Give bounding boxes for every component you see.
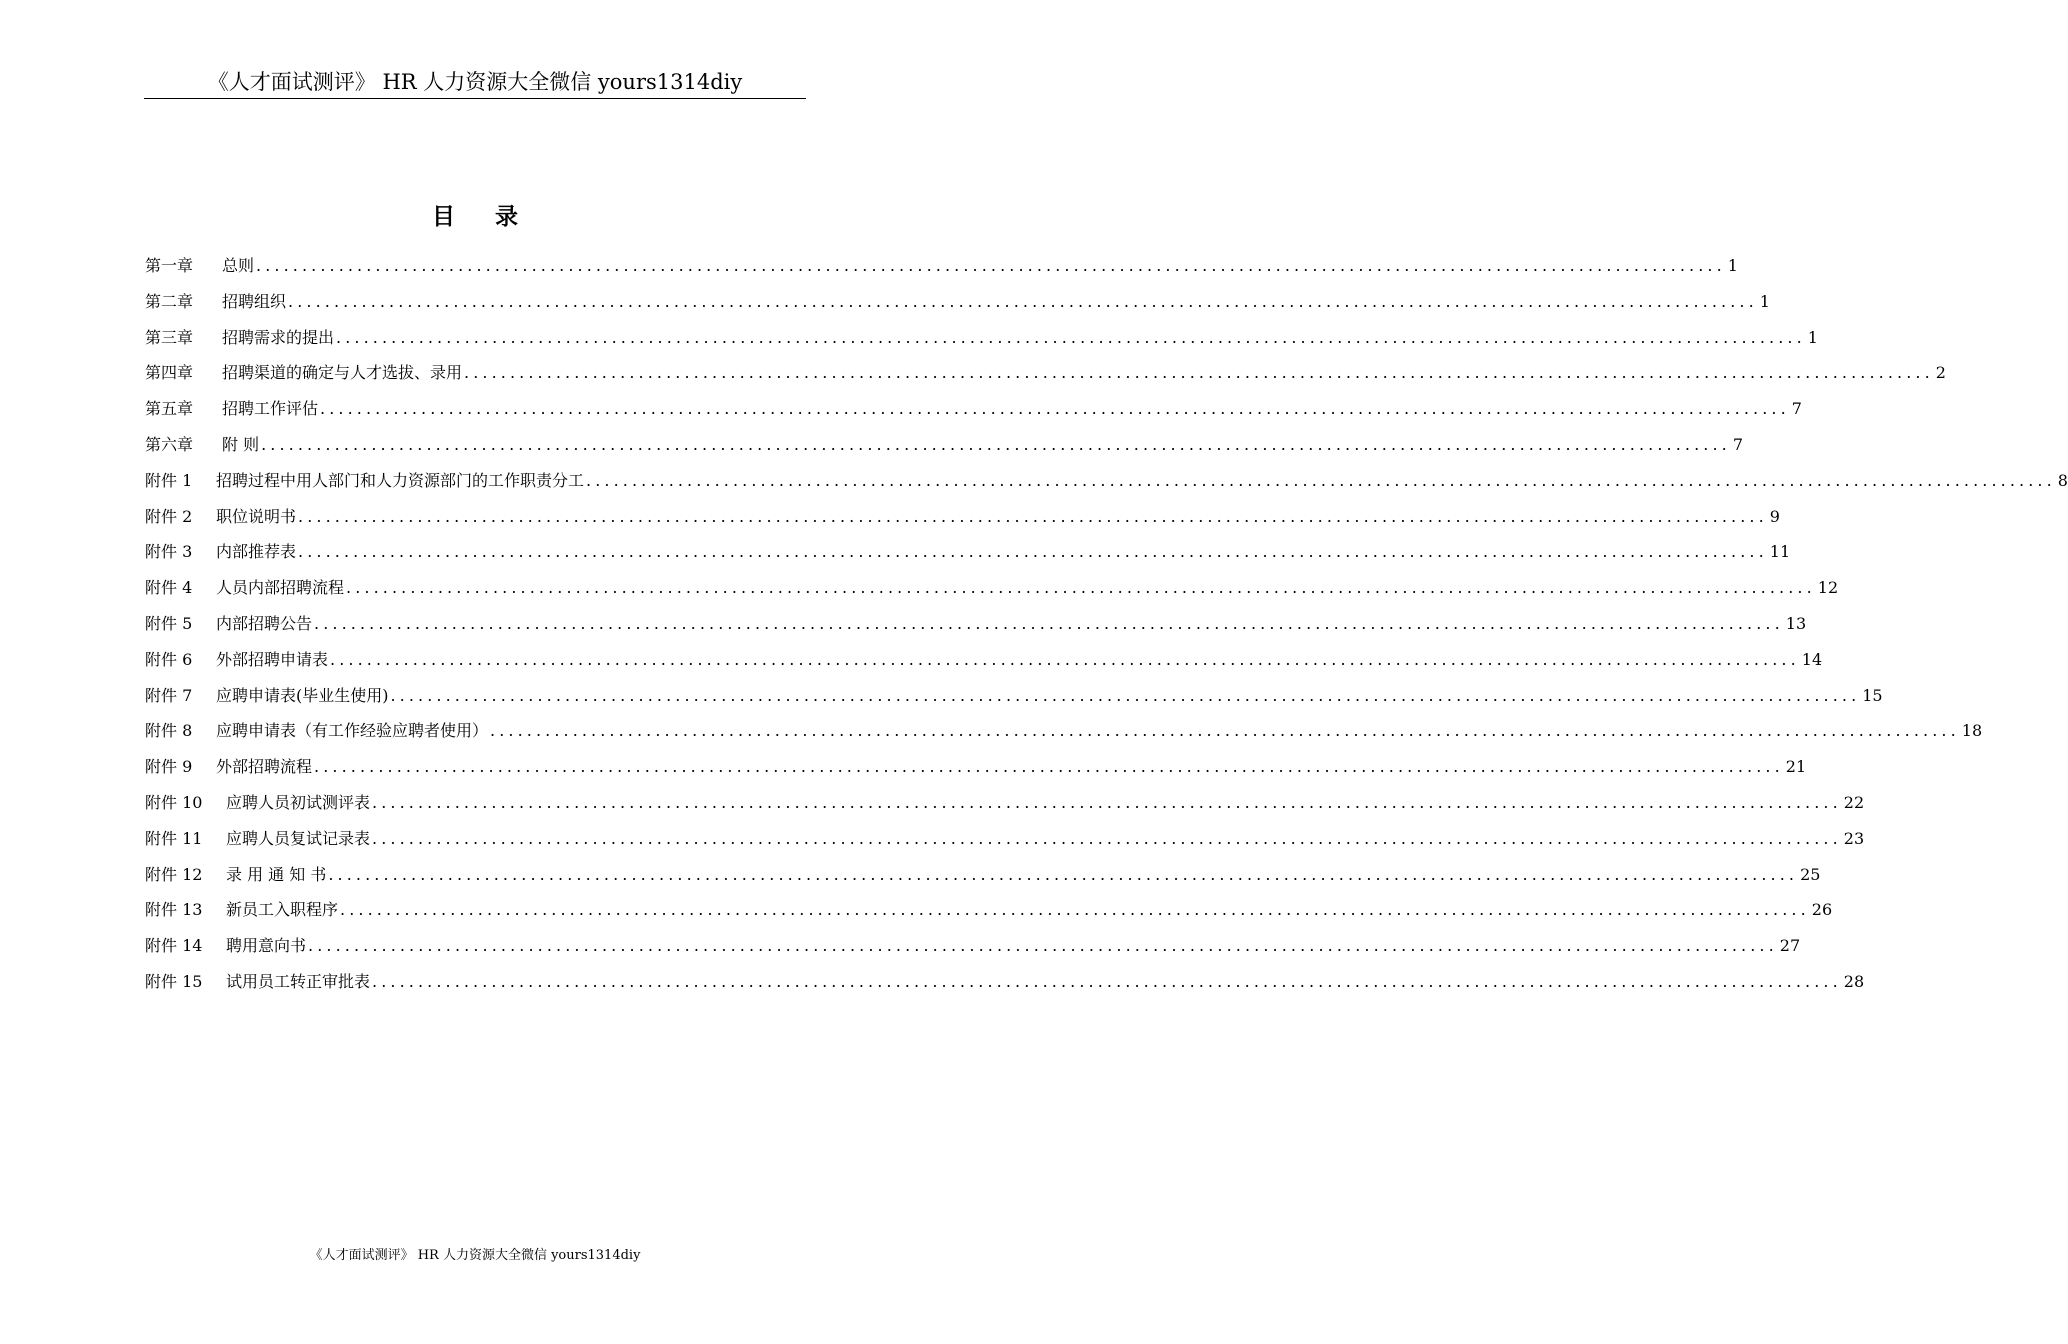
toc-entry[interactable] [145,719,1983,755]
toc-entry-number: 附件 1 [145,470,193,490]
toc-entry-title: 人员内部招聘流程 [216,578,345,598]
toc-entry-title: 招聘渠道的确定与人才选拔、录用 [222,363,463,383]
toc-leader-dots: ................................................................................................................................................................ [328,864,1799,884]
toc-entry-page-number: 1 [1759,291,1770,311]
toc-entry-label [145,719,488,743]
toc-entry-title: 内部招聘公告 [216,613,313,633]
toc-entry-page-number: 9 [1769,506,1780,526]
toc-entry-page-number: 22 [1843,792,1865,812]
toc-entry-number: 附件 9 [145,757,193,777]
toc-leader-dots: ................................................................................................................................................................ [314,757,1784,777]
toc-entry-label [145,397,318,421]
toc-entry-number: 第六章 [145,434,194,454]
toc-entry-page-number: 2 [1935,363,1946,383]
toc-entry-label [145,326,334,350]
toc-entry-number: 第一章 [145,256,194,275]
toc-entry-number: 第五章 [145,399,194,419]
toc-entry-label [145,827,370,851]
toc-entry-title: 附 则 [222,434,260,454]
toc-entry-title: 应聘申请表（有工作经验应聘者使用） [216,721,489,741]
toc-entry-page-number: 23 [1843,828,1865,848]
toc-leader-dots: ................................................................................................................................................................ [256,256,1726,275]
toc-entry-title: 应聘人员复试记录表 [226,828,371,848]
toc-entry-label [145,612,312,636]
table-of-contents [145,254,2068,1006]
toc-entry-number: 附件 8 [145,721,193,741]
toc-entry[interactable] [145,505,1780,541]
toc-entry-label [145,254,254,278]
toc-entry-number: 附件 6 [145,649,193,669]
toc-entry-label [145,791,370,815]
toc-entry[interactable] [145,648,1823,684]
toc-entry[interactable] [145,755,1807,791]
toc-entry-page-number: 14 [1801,649,1823,669]
toc-leader-dots: ................................................................................................................................................................ [261,434,1731,454]
toc-entry[interactable] [145,970,1865,1006]
toc-entry-title: 试用员工转正审批表 [226,971,371,991]
toc-leader-dots: ................................................................................................................................................................ [464,363,1934,383]
toc-entry[interactable] [145,397,1802,433]
toc-entry[interactable] [145,863,1821,899]
toc-entry-page-number: 7 [1791,399,1802,419]
toc-entry-title: 招聘过程中用人部门和人力资源部门的工作职责分工 [216,470,585,490]
header-divider [144,98,806,99]
toc-entry-number: 第二章 [145,291,194,311]
toc-entry-title: 总则 [222,256,255,275]
toc-entry-title: 新员工入职程序 [226,900,339,920]
toc-entry-title: 招聘工作评估 [222,399,319,419]
toc-entry[interactable] [145,612,1807,648]
toc-entry-number: 附件 11 [145,828,203,848]
toc-entry-number: 附件 2 [145,506,193,526]
toc-entry[interactable] [145,540,1791,576]
toc-entry-number: 第四章 [145,363,194,383]
toc-leader-dots: ................................................................................................................................................................ [372,792,1842,812]
page-header: 《人才面试测评》 HR 人力资源大全微信 yours1314diy [207,70,743,94]
toc-leader-dots: ................................................................................................................................................................ [372,828,1842,848]
toc-leader-dots: ................................................................................................................................................................ [298,506,1768,526]
toc-entry-page-number: 1 [1807,327,1818,347]
toc-entry-label [145,540,296,564]
toc-entry[interactable] [145,361,1946,397]
toc-entry-label [145,290,286,314]
toc-leader-dots: ................................................................................................................................................................ [330,649,1800,669]
toc-entry-label [145,433,259,457]
toc-entry-page-number: 11 [1769,542,1791,562]
toc-entry[interactable] [145,576,1839,612]
toc-leader-dots: ................................................................................................................................................................ [586,470,2056,490]
toc-entry-page-number: 8 [2057,470,2068,490]
toc-entry-label [145,576,344,600]
toc-entry-label [145,755,312,779]
toc-entry-title: 外部招聘流程 [216,757,313,777]
toc-entry-number: 第三章 [145,327,194,347]
toc-title: 目录 [432,204,558,230]
toc-entry-number: 附件 14 [145,936,203,956]
toc-entry-page-number: 13 [1785,613,1807,633]
toc-entry-page-number: 28 [1843,971,1865,991]
toc-entry-label [145,469,584,493]
toc-entry-title: 外部招聘申请表 [216,649,329,669]
toc-leader-dots: ................................................................................................................................................................ [288,291,1758,311]
toc-leader-dots: ................................................................................................................................................................ [490,721,1960,741]
toc-entry-page-number: 26 [1811,900,1833,920]
toc-entry-label [145,898,338,922]
toc-leader-dots: ................................................................................................................................................................ [308,936,1778,956]
toc-entry-label [145,684,389,708]
toc-leader-dots: ................................................................................................................................................................ [298,542,1768,562]
toc-leader-dots: ................................................................................................................................................................ [336,327,1806,347]
toc-leader-dots: ................................................................................................................................................................ [320,399,1790,419]
toc-entry-title: 录 用 通 知 书 [226,864,327,884]
toc-entry[interactable] [145,254,1738,290]
toc-entry-title: 内部推荐表 [216,542,297,562]
toc-entry-title: 职位说明书 [216,506,297,526]
toc-entry[interactable] [145,290,1770,326]
toc-entry-number: 附件 12 [145,864,203,884]
toc-entry[interactable] [145,791,1865,827]
toc-entry-page-number: 15 [1862,685,1883,705]
toc-entry-label [145,505,296,529]
toc-leader-dots: ................................................................................................................................................................ [372,971,1842,991]
toc-entry-page-number: 7 [1732,434,1744,454]
toc-entry[interactable] [145,684,1883,720]
toc-entry-page-number: 18 [1961,721,1983,741]
toc-entry-page-number: 21 [1785,757,1807,777]
toc-entry-label [145,361,462,385]
toc-entry-label [145,934,306,958]
toc-entry-title: 招聘组织 [222,291,287,311]
toc-entry-number: 附件 10 [145,792,203,812]
toc-entry[interactable] [145,433,1744,469]
toc-entry[interactable] [145,827,1865,863]
toc-entry-label [145,970,370,994]
toc-leader-dots: ................................................................................................................................................................ [346,578,1816,598]
toc-entry-number: 附件 7 [145,685,193,705]
toc-entry-page-number: 12 [1817,578,1839,598]
toc-leader-dots: ................................................................................................................................................................ [340,900,1810,920]
toc-entry-number: 附件 13 [145,900,203,920]
toc-entry-title: 应聘申请表(毕业生使用) [216,685,389,705]
toc-leader-dots: ................................................................................................................................................................ [314,613,1784,633]
toc-entry[interactable] [145,326,1818,362]
toc-entry-label [145,648,328,672]
toc-entry-number: 附件 3 [145,542,193,562]
toc-entry-title: 聘用意向书 [226,936,307,956]
toc-entry-label [145,863,326,887]
toc-leader-dots: ................................................................................................................................................................ [390,685,1861,705]
toc-entry-number: 附件 4 [145,578,193,598]
toc-entry-page-number: 1 [1727,256,1738,275]
toc-entry-page-number: 27 [1779,936,1801,956]
toc-entry[interactable] [145,469,2068,505]
toc-entry[interactable] [145,898,1833,934]
toc-entry-number: 附件 5 [145,613,193,633]
toc-entry[interactable] [145,934,1801,970]
toc-entry-title: 应聘人员初试测评表 [226,792,371,812]
toc-entry-page-number: 25 [1800,864,1821,884]
page-footer: 《人才面试测评》 HR 人力资源大全微信 yours1314diy [309,1248,641,1263]
toc-entry-number: 附件 15 [145,971,203,991]
toc-entry-title: 招聘需求的提出 [222,327,335,347]
